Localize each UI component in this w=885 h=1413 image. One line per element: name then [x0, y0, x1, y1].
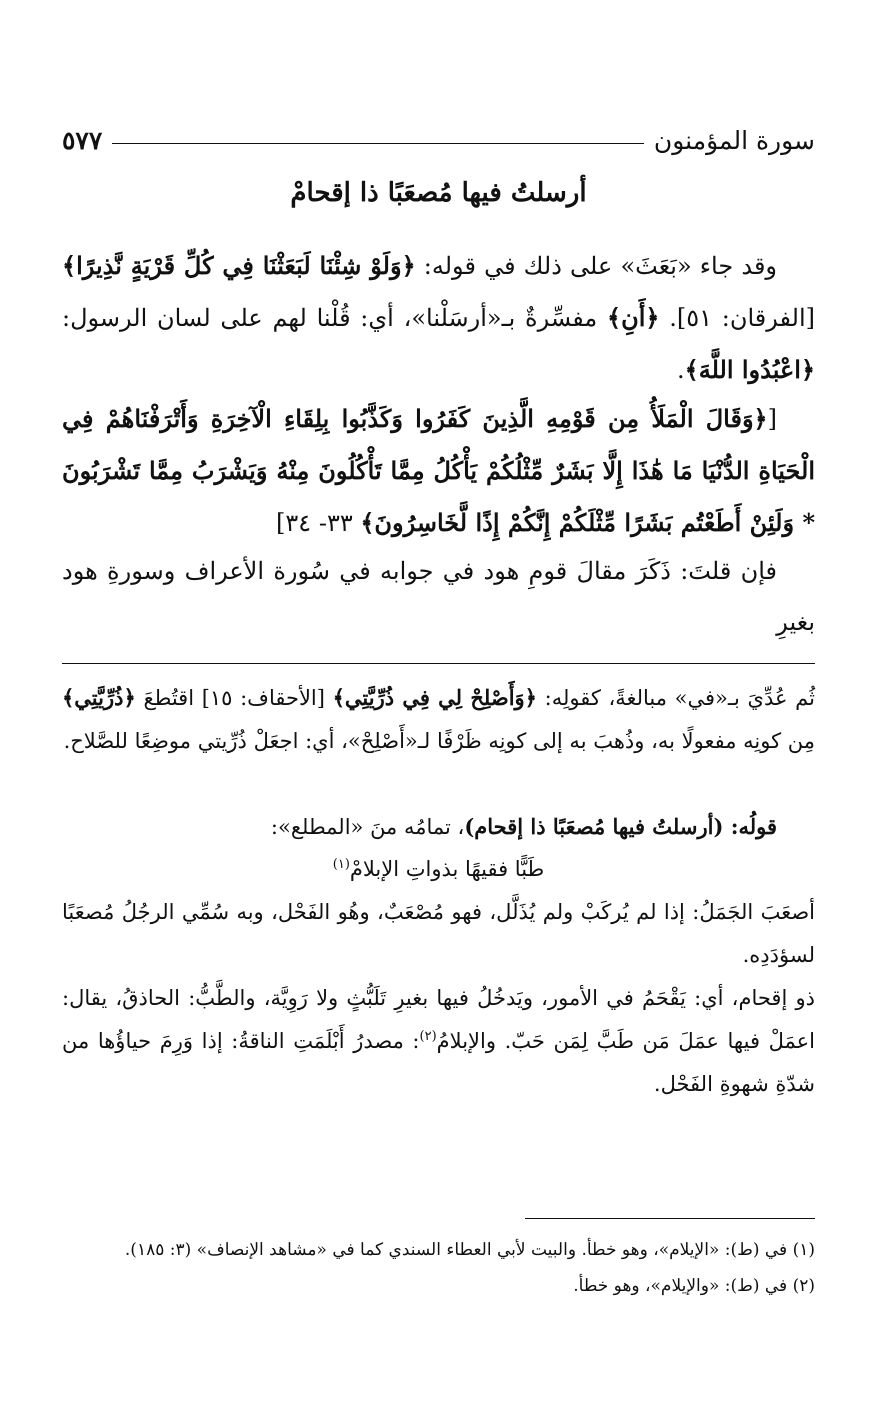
- text-run: [الفرقان: ٥١].: [659, 304, 815, 332]
- text-run: مِن كونِه مفعولًا به، وذُهبَ به إلى كونِه ظَرْفًا لـ«أَصْلِحْ»، أي: اجعَلْ ذُرِّيتي موضِعًا للصَّلاح.: [63, 729, 815, 753]
- footnotes: [62, 1232, 815, 1304]
- paragraph-3: فإن قلتَ: ذَكَرَ مقالَ قومِ هود في جوابه في سُورة الأعراف وسورةِ هود بغيرِ: [62, 557, 815, 636]
- commentary-paragraph-5: [62, 977, 815, 1106]
- quran-verse: ﴿وَلَوْ شِئْنَا لَبَعَثْنَا فِي كُلِّ قَرْيَةٍ نَّذِيرًا﴾: [62, 251, 416, 280]
- text-run: وقد جاء «بَعَثَ» على ذلك في قوله:: [415, 252, 778, 280]
- surah-name: سورة المؤمنون: [653, 125, 815, 155]
- verse-block: [62, 393, 815, 546]
- main-text: [62, 240, 815, 636]
- header-rule: [112, 143, 644, 144]
- quoted-phrase: قولُه: (أرسلتُ فيها مُصعَبًا ذا إقحام): [464, 814, 777, 839]
- poetry-verse: [62, 848, 815, 891]
- text-run: : مصدرُ أَبْلَمَتِ الناقةُ: إذا وَرِمَ حياؤُها من شدّةِ شهوةِ الفَحْل.: [62, 1029, 815, 1096]
- text-run: ثُم عُدِّيَ بـ«في» مبالغةً، كقولِه:: [536, 686, 815, 710]
- bracket: [: [767, 405, 777, 433]
- commentary-text: [62, 676, 815, 1106]
- footnote-ref-1: (١): [332, 857, 350, 872]
- quran-verse: ﴿وَأَصْلِحْ لِي فِي ذُرِّيَّتِي﴾: [332, 685, 537, 710]
- quran-verse: ﴿أَنِ﴾: [607, 303, 660, 332]
- text-run: مفسِّرةٌ بـ«أرسَلْنا»، أي: قُلْنا لهم على لسان الرسول:: [62, 304, 608, 332]
- footnote-2: (٢) في (ط): «والإيلام»، وهو خطأ.: [573, 1276, 815, 1296]
- verse-reference: ٣٣- ٣٤]: [276, 509, 361, 537]
- running-header: [62, 120, 815, 160]
- text-run: ، تمامُه منَ «المطلع»:: [270, 815, 465, 839]
- commentary-paragraph-4: أصعَبَ الجَمَلُ: إذا لم يُركَبْ ولم يُذَلَّل، فهو مُصْعَبٌ، وهُو الفَحْل، وبه سُمِّي الرجُلُ مُصعَبًا لسؤدَدِه.: [62, 900, 815, 967]
- verse-text: طَبًّا فقيهًا بذواتِ الإبلامْ: [349, 857, 545, 881]
- paragraph-1: [62, 240, 815, 393]
- quran-verse: ﴿ذُرِّيَّتِي﴾: [62, 685, 136, 710]
- quran-verse: ﴿اعْبُدُوا اللَّهَ﴾: [684, 355, 815, 384]
- section-title: أرسلتُ فيها مُصعَبًا ذا إقحامْ: [290, 178, 587, 208]
- footnote-separator: [525, 1218, 815, 1219]
- quran-verse: ﴿وَقَالَ الْمَلَأُ مِن قَوْمِهِ الَّذِينَ كَفَرُوا وَكَذَّبُوا بِلِقَاءِ الْآخِرَةِ وَأَتْرَفْنَاهُمْ فِي الْحَيَاةِ الدُّنْيَا مَا هَٰذَا إِلَّا بَشَرٌ مِّثْلُكُمْ يَأْكُلُ مِمَّا تَأْكُلُونَ مِنْهُ وَيَشْرَبُ مِمَّا تَشْرَبُونَ * وَلَئِنْ أَطَعْتُم بَشَرًا مِّثْلَكُمْ إِنَّكُمْ إِذًا لَّخَاسِرُونَ﴾: [62, 404, 815, 537]
- footnote-1: (١) في (ط): «الإيلام»، وهو خطأ. والبيت لأبي العطاء السندي كما في «مشاهد الإنصاف» (٣: ١٨٥).: [124, 1240, 815, 1260]
- commentary-paragraph-2: [62, 805, 815, 848]
- text-run: [الأحقاف: ١٥] اقتُطعَ: [135, 686, 333, 710]
- commentary-paragraph-1: [62, 676, 815, 805]
- footnote-ref-2: (٢): [419, 1029, 437, 1044]
- page-number: ٥٧٧: [62, 125, 103, 155]
- commentary-separator: [62, 663, 815, 664]
- text-run: ذو إقحام، أي: يَقْحَمُ في الأمور، ويَدخُلُ فيها بغيرِ تَلَبُّثٍ ولا رَوِيَّة، والطَّبُّ: الحاذقُ، يقال: اعمَلْ فيها عمَلَ مَن طَبَّ لِمَن حَبّ. والإبلامُ: [62, 986, 815, 1053]
- text-run: .: [677, 356, 685, 384]
